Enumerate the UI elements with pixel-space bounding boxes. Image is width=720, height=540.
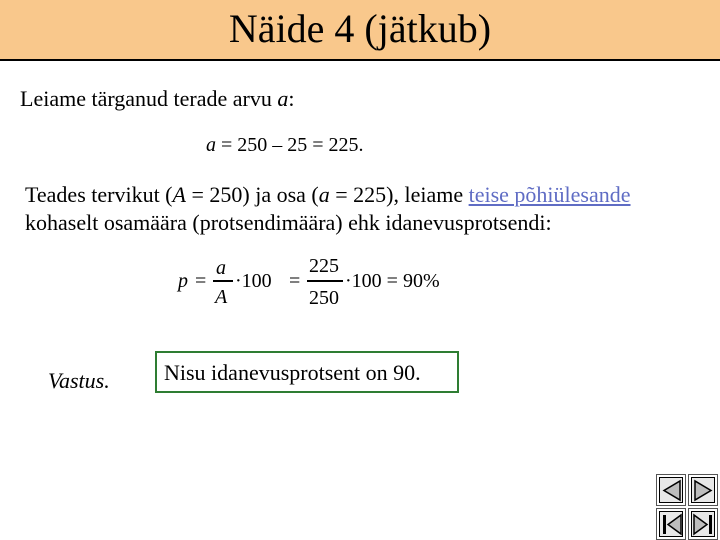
intro-line	[20, 86, 294, 112]
last-slide-button[interactable]	[688, 508, 718, 540]
intro-colon: :	[288, 86, 295, 111]
eq2-frac1-bar	[213, 280, 233, 282]
answer-label: Vastus.	[48, 368, 110, 393]
eq2-p: p	[178, 270, 188, 292]
eq2-frac2-numerator: 225	[309, 255, 339, 277]
triangle-left-icon	[659, 477, 683, 503]
eq2-frac2-bar	[307, 280, 343, 282]
eq1-rest: = 250 – 25 = 225.	[216, 134, 364, 156]
triangle-right-icon	[691, 477, 715, 503]
answer-box	[155, 351, 459, 393]
para-part-1: Teades tervikut (	[25, 182, 173, 207]
eq2-mult-2: ·100 = 90%	[345, 270, 440, 292]
eq2-equals-1: =	[195, 270, 207, 292]
eq2-equals-2: =	[289, 270, 301, 292]
intro-var: a	[277, 86, 289, 111]
skip-first-icon	[659, 511, 683, 537]
answer-text: Nisu idanevusprotsent on 90.	[164, 360, 421, 385]
eq2-frac2-denominator: 250	[309, 287, 339, 309]
para-var-a: a	[318, 182, 330, 207]
intro-text: Leiame tärganud terade arvu	[20, 86, 278, 111]
eq2-mult-1: ·100	[235, 270, 272, 292]
skip-last-icon	[691, 511, 715, 537]
eq1-var: a	[206, 134, 216, 156]
eq2-frac1-numerator: a	[216, 257, 226, 279]
problem-link[interactable]: teise põhiülesande	[468, 182, 631, 207]
para-var-A: A	[172, 182, 186, 207]
slide-title: Näide 4 (jätkub)	[228, 6, 492, 51]
paragraph-line-1	[25, 182, 631, 208]
next-slide-button[interactable]	[688, 474, 718, 506]
eq2-frac1-denominator: A	[215, 286, 228, 308]
prev-slide-button[interactable]	[656, 474, 686, 506]
para-part-2: = 250) ja osa (	[185, 182, 319, 207]
para-part-3: = 225), leiame	[329, 182, 469, 207]
paragraph-line-2: kohaselt osamäära (protsendimäära) ehk idanevusprotsendi:	[25, 210, 552, 235]
equation-1	[206, 134, 364, 156]
first-slide-button[interactable]	[656, 508, 686, 540]
